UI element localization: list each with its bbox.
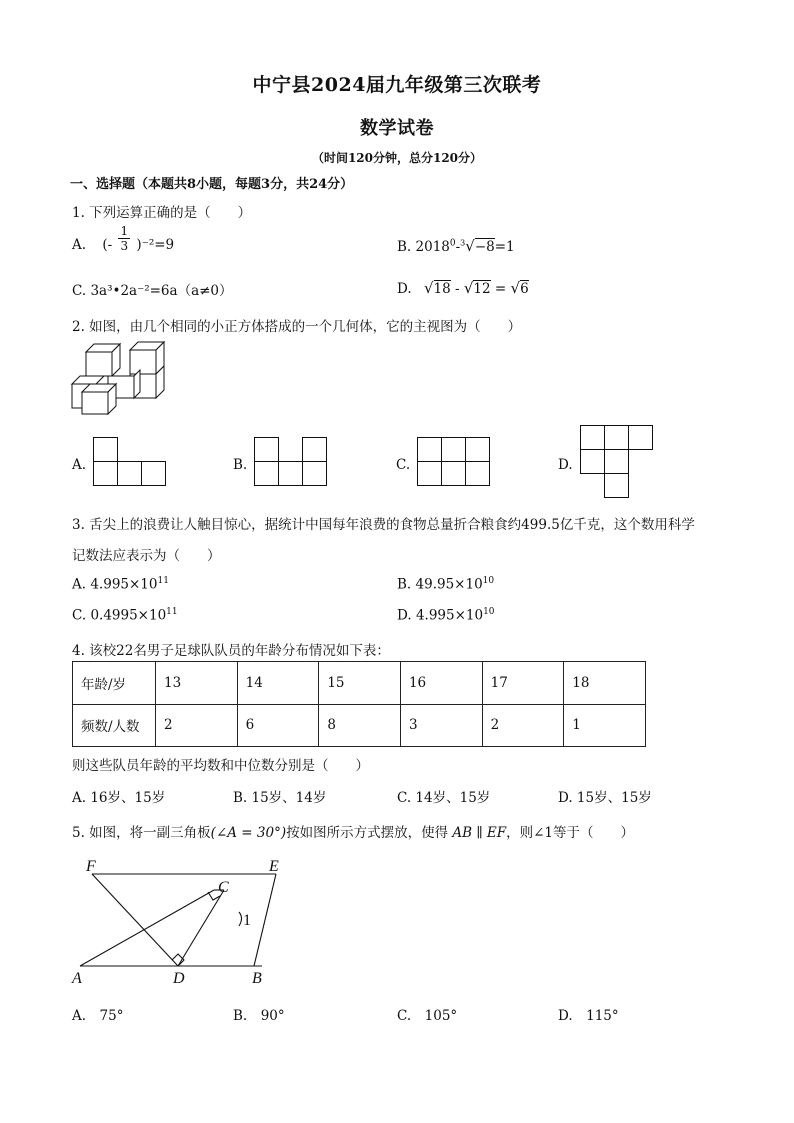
q3-c-base: 0.4995×10 (90, 607, 167, 624)
q1-d-r1: 18 (433, 281, 451, 297)
radical-icon: √ (463, 279, 474, 297)
q2-a-label: A. (72, 457, 87, 473)
q1-a-num: 1 (120, 224, 129, 238)
triangle-figure (66, 852, 296, 992)
q2-b-label: B. (233, 457, 248, 473)
table-cell: 1 (564, 704, 646, 747)
table-row (73, 704, 646, 747)
table-cell: 2 (482, 704, 564, 747)
q1-a-fraction (118, 224, 130, 253)
q5-option-c: C. 105° (397, 1008, 458, 1024)
q3-option-b (397, 576, 494, 593)
exam-subject: 数学试卷 (360, 118, 434, 139)
q3-d-exp: 10 (483, 607, 495, 617)
q1-b-index: 3 (460, 238, 466, 248)
table-cell: 16 (400, 662, 482, 705)
q4-option-c: C. 14岁、15岁 (397, 790, 491, 806)
radical-icon: √ (510, 279, 521, 297)
table-cell: 17 (482, 662, 564, 705)
age-table (72, 661, 646, 747)
table-cell: 8 (319, 704, 401, 747)
label-a: A (72, 970, 82, 987)
label-1: 1 (243, 912, 251, 929)
q3-stem-line2: 记数法应表示为（ ） (72, 548, 221, 564)
q3-d-base: 4.995×10 (415, 607, 484, 624)
q4-option-b: B. 15岁、14岁 (233, 790, 327, 806)
q3-option-c (72, 607, 178, 624)
q1-a-tail: )⁻²=9 (136, 237, 175, 253)
q1-c-label: C. (72, 283, 87, 299)
q1-d-label: D. (397, 281, 412, 297)
q5-stem-end: ，则∠1等于（ ） (506, 825, 635, 841)
q3-stem-line1: 3. 舌尖上的浪费让人触目惊心，据统计中国每年浪费的食物总量折合粮食约499.5亿千克，这个数用科学 (72, 517, 695, 533)
q5-stem (72, 821, 634, 841)
cube-stack-figure (70, 340, 170, 416)
table-row (73, 662, 646, 705)
radical-icon: √ (465, 237, 475, 255)
label-d: D (173, 970, 185, 987)
q3-b-label: B. (397, 576, 412, 593)
q3-d-label: D. (397, 607, 412, 624)
exam-title: 中宁县2024届九年级第三次联考 (252, 74, 542, 96)
q1-a-open: (- (102, 237, 113, 253)
q3-a-label: A. (72, 576, 87, 593)
table-cell: 年龄/岁 (73, 662, 156, 705)
q5-stem-pre: 5. 如图，将一副三角板 (72, 825, 211, 841)
q3-c-label: C. (72, 607, 87, 624)
q1-stem: 1. 下列运算正确的是（ ） (72, 205, 252, 221)
q4-question: 则这些队员年龄的平均数和中位数分别是（ ） (72, 758, 369, 774)
q3-b-base: 49.95×10 (415, 576, 483, 593)
q5-parallel: AB ∥ EF (452, 825, 507, 841)
q3-b-exp: 10 (482, 576, 495, 586)
q3-c-exp: 11 (166, 607, 178, 617)
q4-option-a: A. 16岁、15岁 (72, 790, 166, 806)
label-b: B (252, 970, 262, 987)
q1-option-a (72, 224, 175, 253)
q1-option-d: D. √18 - √12 = √6 (397, 279, 529, 297)
table-cell: 6 (237, 704, 319, 747)
table-cell: 2 (156, 704, 238, 747)
section-heading: 一、选择题（本题共8小题，每题3分，共24分） (70, 177, 354, 192)
q5-option-a: A. 75° (72, 1008, 124, 1024)
label-c: C (218, 879, 229, 896)
label-f: F (86, 858, 96, 875)
q1-b-minus: - (455, 239, 461, 255)
radical-icon: √ (423, 279, 434, 297)
q1-b-tail: =1 (494, 239, 515, 255)
q1-a-den: 3 (120, 239, 129, 253)
q5-stem-mid: 按如图所示方式摆放，使得 (286, 825, 449, 841)
q4-stem: 4. 该校22名男子足球队队员的年龄分布情况如下表： (72, 643, 390, 659)
q3-option-a (72, 576, 169, 593)
label-e: E (269, 858, 279, 875)
q5-angle: (∠A = 30°) (210, 825, 287, 841)
q1-option-b (397, 237, 515, 255)
q1-d-r2: 12 (473, 281, 491, 297)
q5-option-d: D. 115° (558, 1008, 619, 1024)
q1-b-base: 2018 (415, 239, 450, 255)
q2-stem: 2. 如图，由几个相同的小正方体搭成的一个几何体，它的主视图为（ ） (72, 319, 522, 335)
q1-b-radicand: −8 (474, 239, 495, 255)
q2-d-label: D. (558, 457, 573, 473)
table-cell: 14 (237, 662, 319, 705)
q4-option-d: D. 15岁、15岁 (558, 790, 652, 806)
q1-d-r3: 6 (520, 281, 529, 297)
q3-a-base: 4.995×10 (90, 576, 158, 593)
exam-note: （时间120分钟，总分120分） (311, 151, 483, 165)
q1-b-label: B. (397, 239, 412, 255)
q2-c-label: C. (396, 457, 411, 473)
q5-option-b: B. 90° (233, 1008, 285, 1024)
table-cell: 15 (319, 662, 401, 705)
table-cell: 3 (400, 704, 482, 747)
q1-b-exp: 0 (449, 238, 456, 249)
q1-a-label: A. (72, 237, 87, 253)
q1-c-text: 3a³•2a⁻²=6a（a≠0） (90, 283, 233, 299)
table-cell: 18 (564, 662, 646, 705)
q3-option-d (397, 607, 495, 624)
q1-option-c (72, 279, 233, 299)
q3-a-exp: 11 (157, 576, 169, 586)
table-cell: 频数/人数 (73, 704, 156, 747)
table-cell: 13 (156, 662, 238, 705)
